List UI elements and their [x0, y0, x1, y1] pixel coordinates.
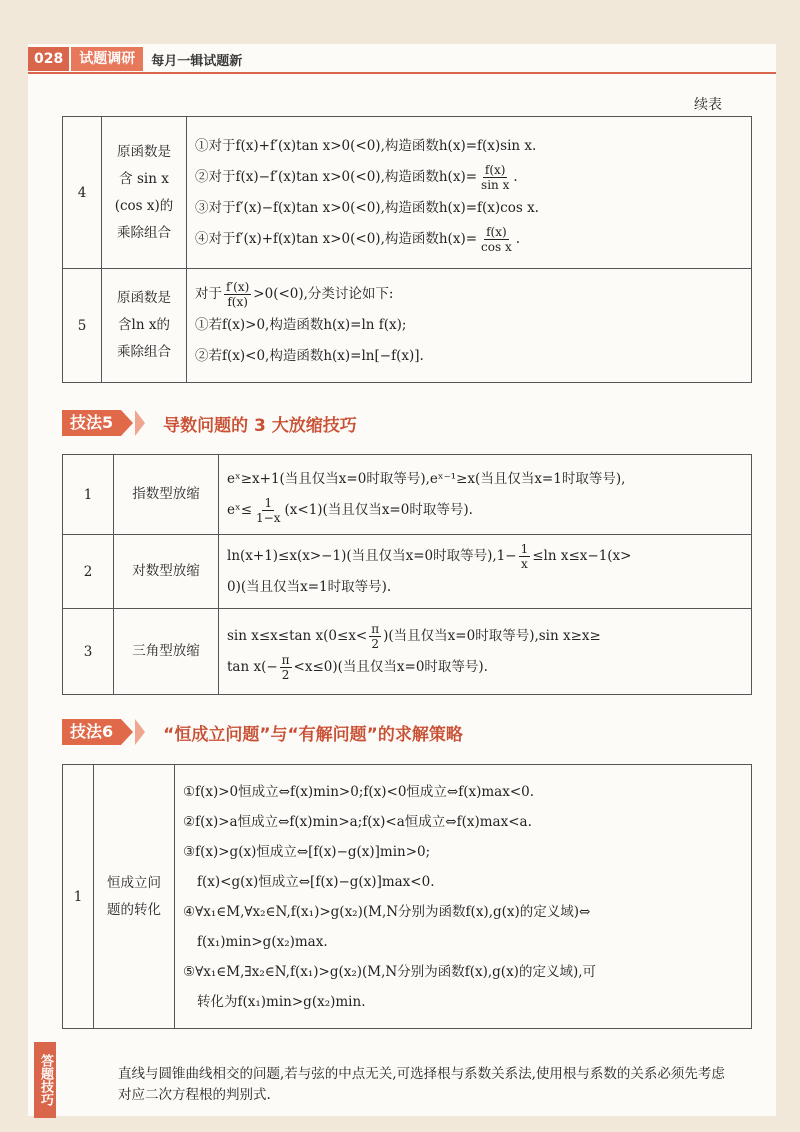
row-content — [187, 117, 752, 269]
section-badge: 技法6 — [62, 719, 121, 745]
chevron-right-icon — [135, 410, 145, 436]
chevron-right-icon — [135, 719, 145, 745]
row-number: 2 — [63, 535, 114, 609]
content-line: ①f(x)>0恒成立⇔f(x)min>0;f(x)<0恒成立⇔f(x)max<0. — [183, 783, 535, 800]
row-number: 5 — [63, 269, 102, 383]
category-line: 乘除组合 — [117, 224, 171, 241]
category-line: 恒成立问 — [107, 874, 161, 891]
row-content — [187, 269, 752, 383]
category-line: 原函数是 — [117, 290, 171, 306]
table-technique-5 — [62, 454, 752, 695]
fraction: $\frac{f'(x)}{f(x)}$ — [226, 280, 250, 309]
category-line: 含ln x的 — [118, 317, 170, 333]
fraction: $\frac{f(x)}{\text{sin x}}$ — [481, 162, 510, 192]
content-line: f(x₁)min>g(x₂)max. — [197, 933, 328, 950]
row-category — [102, 269, 187, 383]
table-row — [63, 455, 752, 535]
header-tag: 试题调研 — [71, 47, 143, 71]
category-line: 含 sin x — [119, 170, 169, 187]
content-line: 对于 $\frac{f'(x)}{f(x)}$ >0(<0),分类讨论如下: — [195, 280, 394, 309]
section-title: “恒成立问题”与“有解问题”的求解策略 — [163, 724, 463, 745]
row-number: 4 — [63, 117, 102, 269]
row-category — [94, 765, 175, 1029]
row-content — [175, 765, 752, 1029]
table-row — [63, 609, 752, 695]
content-line: sin x≤x≤tan x(0≤x< $\frac{\pi}{2}$ )(当且仅当x=0时取等号),sin x≥x≥ — [227, 621, 601, 651]
category-line: 乘除组合 — [117, 344, 171, 360]
category-line: 原函数是 — [117, 143, 171, 160]
row-content — [219, 609, 752, 695]
content-line: ln(x+1)≤x(x>−1)(当且仅当x=0时取等号),1− $\frac{1}{x}$ ≤ln x≤x−1(x> — [227, 541, 632, 571]
table-row — [63, 269, 752, 383]
row-category — [102, 117, 187, 269]
table-row — [63, 117, 752, 269]
row-category: 三角型放缩 — [114, 609, 219, 695]
content-line: 转化为f(x₁)min>g(x₂)min. — [197, 993, 366, 1010]
section-badge: 技法5 — [62, 410, 121, 436]
row-number: 1 — [63, 765, 94, 1029]
content-line: eˣ≥x+1(当且仅当x=0时取等号),eˣ⁻¹≥x(当且仅当x=1时取等号), — [227, 470, 626, 487]
fraction: $\frac{1}{1-x}$ — [256, 495, 281, 525]
row-category: 对数型放缩 — [114, 535, 219, 609]
row-category: 指数型放缩 — [114, 455, 219, 535]
category-line: (cos x)的 — [114, 197, 174, 214]
row-number: 1 — [63, 455, 114, 535]
page-header — [28, 47, 242, 71]
content-line: ④∀x₁∈M,∀x₂∈N,f(x₁)>g(x₂)(M,N分别为函数f(x),g(x)的定义域)⇔ — [183, 903, 591, 920]
page-number: 028 — [28, 47, 69, 71]
content-line: ②若f(x)<0,构造函数h(x)=ln[−f(x)]. — [195, 348, 424, 364]
content-line: eˣ≤ $\frac{1}{1-x}$ (x<1)(当且仅当x=0时取等号). — [227, 495, 473, 525]
content-line: tan x(− $\frac{\pi}{2}$ <x≤0)(当且仅当x=0时取等号). — [227, 652, 488, 682]
section-heading-5 — [62, 409, 357, 437]
category-line: 题的转化 — [107, 901, 161, 918]
table-row — [63, 765, 752, 1029]
footer-tag: 答题技巧 — [34, 1042, 56, 1118]
section-title: 导数问题的 3 大放缩技巧 — [163, 415, 357, 436]
table-technique-6 — [62, 764, 752, 1029]
content-line: ⑤∀x₁∈M,∃x₂∈N,f(x₁)>g(x₂)(M,N分别为函数f(x),g(x)的定义域),可 — [183, 963, 597, 980]
continued-label: 续表 — [694, 97, 722, 113]
content-line: ④对于f′(x)+f(x)tan x>0(<0),构造函数h(x)= $\frac{f(x)}{\text{cos x}}$ . — [195, 224, 521, 254]
content-line: ①若f(x)>0,构造函数h(x)=ln f(x); — [195, 317, 407, 333]
row-content — [219, 455, 752, 535]
content-line: f(x)<g(x)恒成立⇔[f(x)−g(x)]max<0. — [197, 873, 435, 890]
fraction: $\frac{\pi}{2}$ — [371, 621, 380, 651]
content-line: ①对于f(x)+f′(x)tan x>0(<0),构造函数h(x)=f(x)sin x. — [195, 137, 537, 154]
content-line: 0)(当且仅当x=1时取等号). — [227, 578, 392, 595]
content-line: ③f(x)>g(x)恒成立⇔[f(x)−g(x)]min>0; — [183, 843, 431, 860]
chevron-right-icon — [121, 410, 133, 436]
table-top — [62, 116, 752, 383]
header-subtitle: 每月一辑试题新 — [151, 53, 243, 69]
chevron-right-icon — [121, 719, 133, 745]
content-line: ③对于f′(x)−f(x)tan x>0(<0),构造函数h(x)=f(x)cos x. — [195, 199, 539, 216]
section-heading-6 — [62, 718, 463, 746]
header-divider — [28, 72, 776, 74]
footer-tip: 直线与圆锥曲线相交的问题,若与弦的中点无关,可选择根与系数关系法,使用根与系数的关系必须先考虑对应二次方程根的判别式. — [118, 1066, 725, 1103]
row-content — [219, 535, 752, 609]
row-number: 3 — [63, 609, 114, 695]
content-line: ②对于f(x)−f′(x)tan x>0(<0),构造函数h(x)= $\frac{f(x)}{\text{sin x}}$ . — [195, 162, 518, 192]
fraction: $\frac{f(x)}{\text{cos x}}$ — [481, 224, 512, 254]
fraction: $\frac{\pi}{2}$ — [281, 652, 290, 682]
fraction: $\frac{1}{x}$ — [520, 541, 529, 571]
table-row — [63, 535, 752, 609]
content-line: ②f(x)>a恒成立⇔f(x)min>a;f(x)<a恒成立⇔f(x)max<a. — [183, 813, 532, 830]
